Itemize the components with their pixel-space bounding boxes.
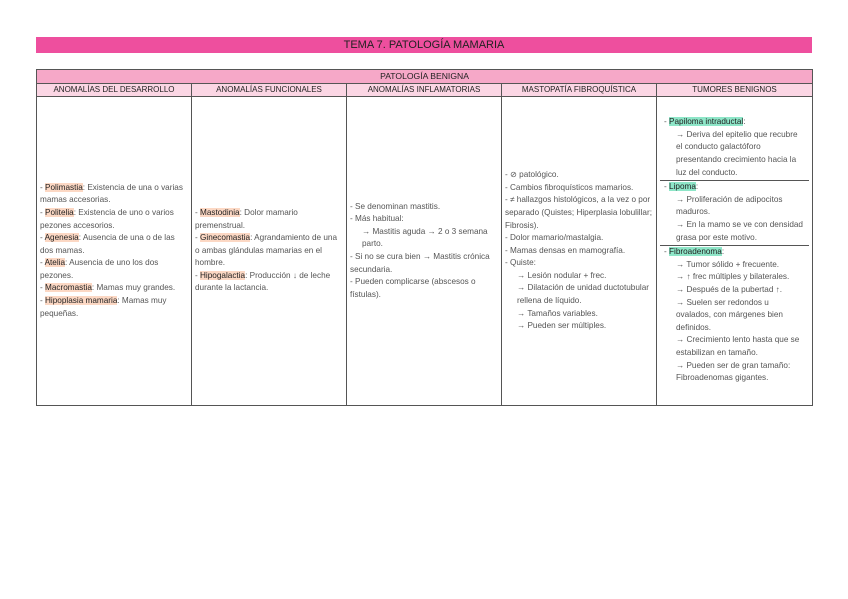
cell-fibroquistica	[502, 97, 657, 406]
term-description: : Mamas muy pequeñas.	[40, 296, 167, 318]
list-subitem: → En la mamo se ve con densidad grasa por este motivo.	[676, 220, 803, 242]
list-item: - Quiste:	[505, 258, 536, 268]
column-header-funcionales: ANOMALÍAS FUNCIONALES	[192, 84, 347, 97]
column-header-tumores: TUMORES BENIGNOS	[657, 84, 813, 97]
list-item: - Agenesia: Ausencia de una o de las dos mamas.	[40, 233, 175, 255]
list-subitem: → Tamaños variables.	[517, 308, 598, 318]
list-item: - Hipoplasia mamaria: Mamas muy pequeñas.	[40, 296, 167, 318]
list-subitem: → Tumor sólido + frecuente.	[676, 259, 780, 269]
list-item: - Atelia: Ausencia de uno los dos pezones.	[40, 258, 159, 280]
cell-funcionales	[192, 97, 347, 406]
list-subitem: → ↑ frec múltiples y bilaterales.	[676, 272, 790, 282]
list-item: - Macromastia: Mamas muy grandes.	[40, 283, 176, 293]
cell-inflamatorias	[347, 97, 502, 406]
list-subitem: → Mastitis aguda → 2 o 3 semana parto.	[362, 226, 488, 249]
term-description: : Ausencia de una o de las dos mamas.	[40, 233, 175, 255]
list-item: - ≠ hallazgos histológicos, a la vez o por separado (Quistes; Hiperplasia lobulillar; Fibrosis).	[505, 195, 652, 230]
list-item: - Politelia: Existencia de uno o varios pezones accesorios.	[40, 207, 174, 230]
term-highlight: Papiloma intraductal	[669, 117, 744, 127]
list-item: - Ginecomastia: Agrandamiento de una o ambas glándulas mamarias en el hombre.	[195, 233, 338, 268]
list-item: - Se denominan mastitis.	[350, 201, 441, 211]
term-description: : Ausencia de uno los dos pezones.	[40, 258, 159, 280]
list-item: - Más habitual:	[350, 214, 404, 224]
list-item: - ⊘ patológico.	[505, 170, 559, 180]
list-subitem: → Dilatación de unidad ductotubular rellena de líquido.	[517, 283, 649, 306]
term-highlight: Hipoplasia mamaria	[45, 296, 118, 306]
term-highlight: Ginecomastia	[200, 233, 251, 243]
list-subitem: → Pueden ser múltiples.	[517, 321, 607, 331]
page-title: TEMA 7. PATOLOGÍA MAMARIA	[36, 37, 812, 53]
term-description: : Mamas muy grandes.	[91, 283, 176, 293]
term-description: : Existencia de una o varias mamas accesorias.	[40, 182, 183, 205]
list-item: - Lipoma:	[664, 182, 699, 192]
list-subitem: → Proliferación de adipocitos maduros.	[676, 194, 783, 217]
list-item: - Si no se cura bien → Mastitis crónica secundaria.	[350, 252, 490, 274]
list-item: - Hipogalactia: Producción ↓ de leche durante la lactancia.	[195, 270, 331, 293]
tumor-fibroadenoma	[660, 246, 809, 386]
list-subitem: → Después de la pubertad ↑.	[676, 284, 783, 294]
list-subitem: → Deriva del epitelio que recubre el conducto galactóforo presentando crecimiento hacia la luz del conducto.	[676, 129, 798, 177]
list-item: - Papiloma intraductal:	[664, 117, 746, 127]
column-header-fibroquistica: MASTOPATÍA FIBROQUÍSTICA	[502, 84, 657, 97]
list-subitem: → Pueden ser de gran tamaño: Fibroadenomas gigantes.	[676, 360, 791, 383]
term-description: : Existencia de uno o varios pezones accesorios.	[40, 207, 174, 230]
list-subitem: → Suelen ser redondos u ovalados, con márgenes bien definidos.	[676, 297, 783, 332]
column-header-desarrollo: ANOMALÍAS DEL DESARROLLO	[37, 84, 192, 97]
cell-tumores	[657, 97, 813, 406]
term-highlight: Hipogalactia	[200, 270, 246, 280]
term-highlight: Agenesia	[44, 233, 79, 243]
term-highlight: Fibroadenoma	[669, 247, 722, 257]
list-subitem: → Lesión nodular + frec.	[517, 270, 607, 280]
term-highlight: Macromastia	[45, 283, 92, 293]
term-highlight: Mastodinia	[200, 207, 240, 217]
list-item: - Fibroadenoma:	[664, 247, 725, 257]
tumor-lipoma	[660, 181, 809, 246]
section-header: PATOLOGÍA BENIGNA	[37, 70, 813, 84]
list-item: - Mamas densas en mamografía.	[505, 245, 626, 255]
list-item: - Pueden complicarse (abscesos o fístulas).	[350, 277, 476, 299]
list-item: - Dolor mamario/mastalgia.	[505, 233, 604, 243]
cell-desarrollo	[37, 97, 192, 406]
list-item: - Mastodinia: Dolor mamario premenstrual.	[195, 207, 298, 230]
term-description: : Dolor mamario premenstrual.	[195, 207, 298, 230]
column-header-inflamatorias: ANOMALÍAS INFLAMATORIAS	[347, 84, 502, 97]
term-highlight: Politelia	[45, 207, 74, 217]
list-subitem: → Crecimiento lento hasta que se estabilizan en tamaño.	[676, 335, 800, 357]
term-highlight: Atelia	[44, 258, 66, 268]
list-item: - Cambios fibroquísticos mamarios.	[505, 182, 634, 192]
term-highlight: Polimastia	[45, 182, 83, 192]
list-item: - Polimastia: Existencia de una o varias mamas accesorias.	[40, 182, 183, 205]
term-description: : Producción ↓ de leche durante la lactancia.	[195, 270, 331, 293]
pathology-table	[36, 69, 813, 406]
term-description: : Agrandamiento de una o ambas glándulas mamarias en el hombre.	[195, 233, 338, 268]
tumor-papiloma	[660, 116, 809, 181]
term-highlight: Lipoma	[669, 182, 696, 192]
